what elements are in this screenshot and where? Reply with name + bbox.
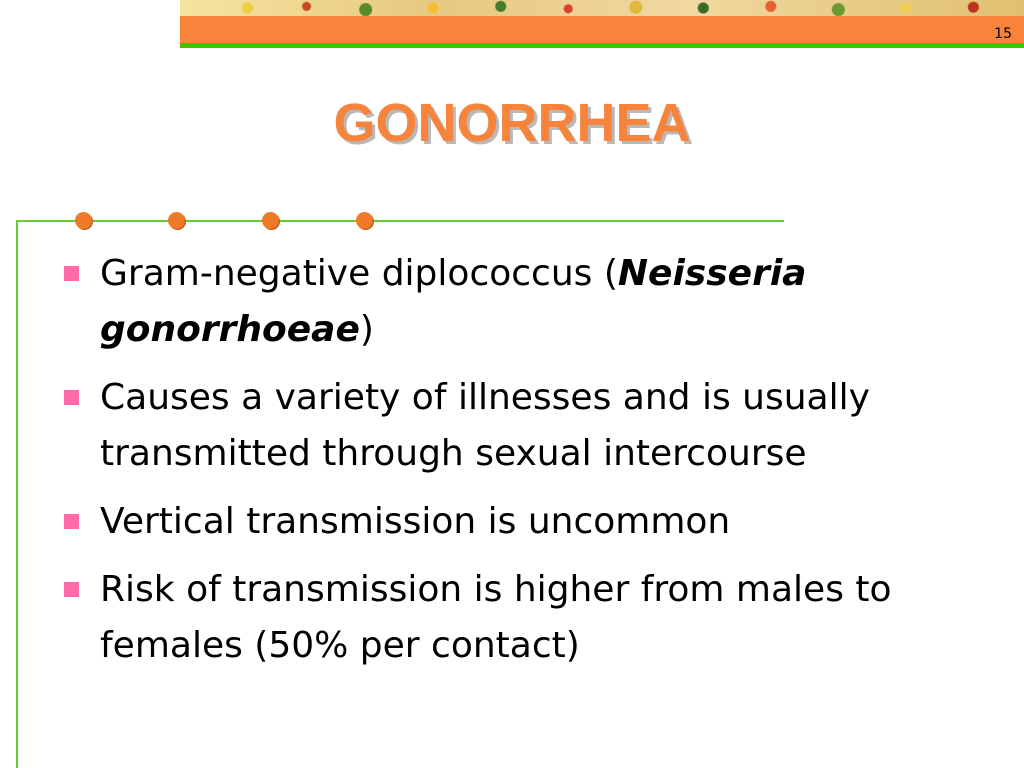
bullet-text: Risk of transmission is higher from males to females (50% per contact) <box>100 569 892 666</box>
decorative-photo-strip <box>180 0 1024 16</box>
header-green-line <box>180 43 1024 48</box>
bullet-italic-text: Neisseria gonorrhoeae <box>100 253 807 350</box>
bullet-text-after: ) <box>359 309 374 350</box>
slide-number: 15 <box>994 26 1012 42</box>
frame-left-line <box>16 220 18 768</box>
bullet-square-icon <box>64 266 79 281</box>
bullet-list <box>62 246 1002 686</box>
slide-title: GONORRHEA <box>333 93 691 153</box>
decorative-dot <box>168 212 185 229</box>
bullet-item <box>62 246 1002 358</box>
bullet-item <box>62 494 1002 550</box>
decorative-dot <box>75 212 92 229</box>
decorative-dot <box>262 212 279 229</box>
frame-top-line <box>16 220 784 222</box>
header-band <box>180 16 1024 43</box>
bullet-square-icon <box>64 390 79 405</box>
bullet-text: Vertical transmission is uncommon <box>100 501 731 542</box>
bullet-item <box>62 370 1002 482</box>
bullet-item <box>62 562 1002 674</box>
bullet-text: Causes a variety of illnesses and is usually transmitted through sexual intercourse <box>100 377 870 474</box>
bullet-text: Gram-negative diplococcus ( <box>100 253 618 294</box>
bullet-square-icon <box>64 582 79 597</box>
bullet-square-icon <box>64 514 79 529</box>
decorative-dot <box>356 212 373 229</box>
